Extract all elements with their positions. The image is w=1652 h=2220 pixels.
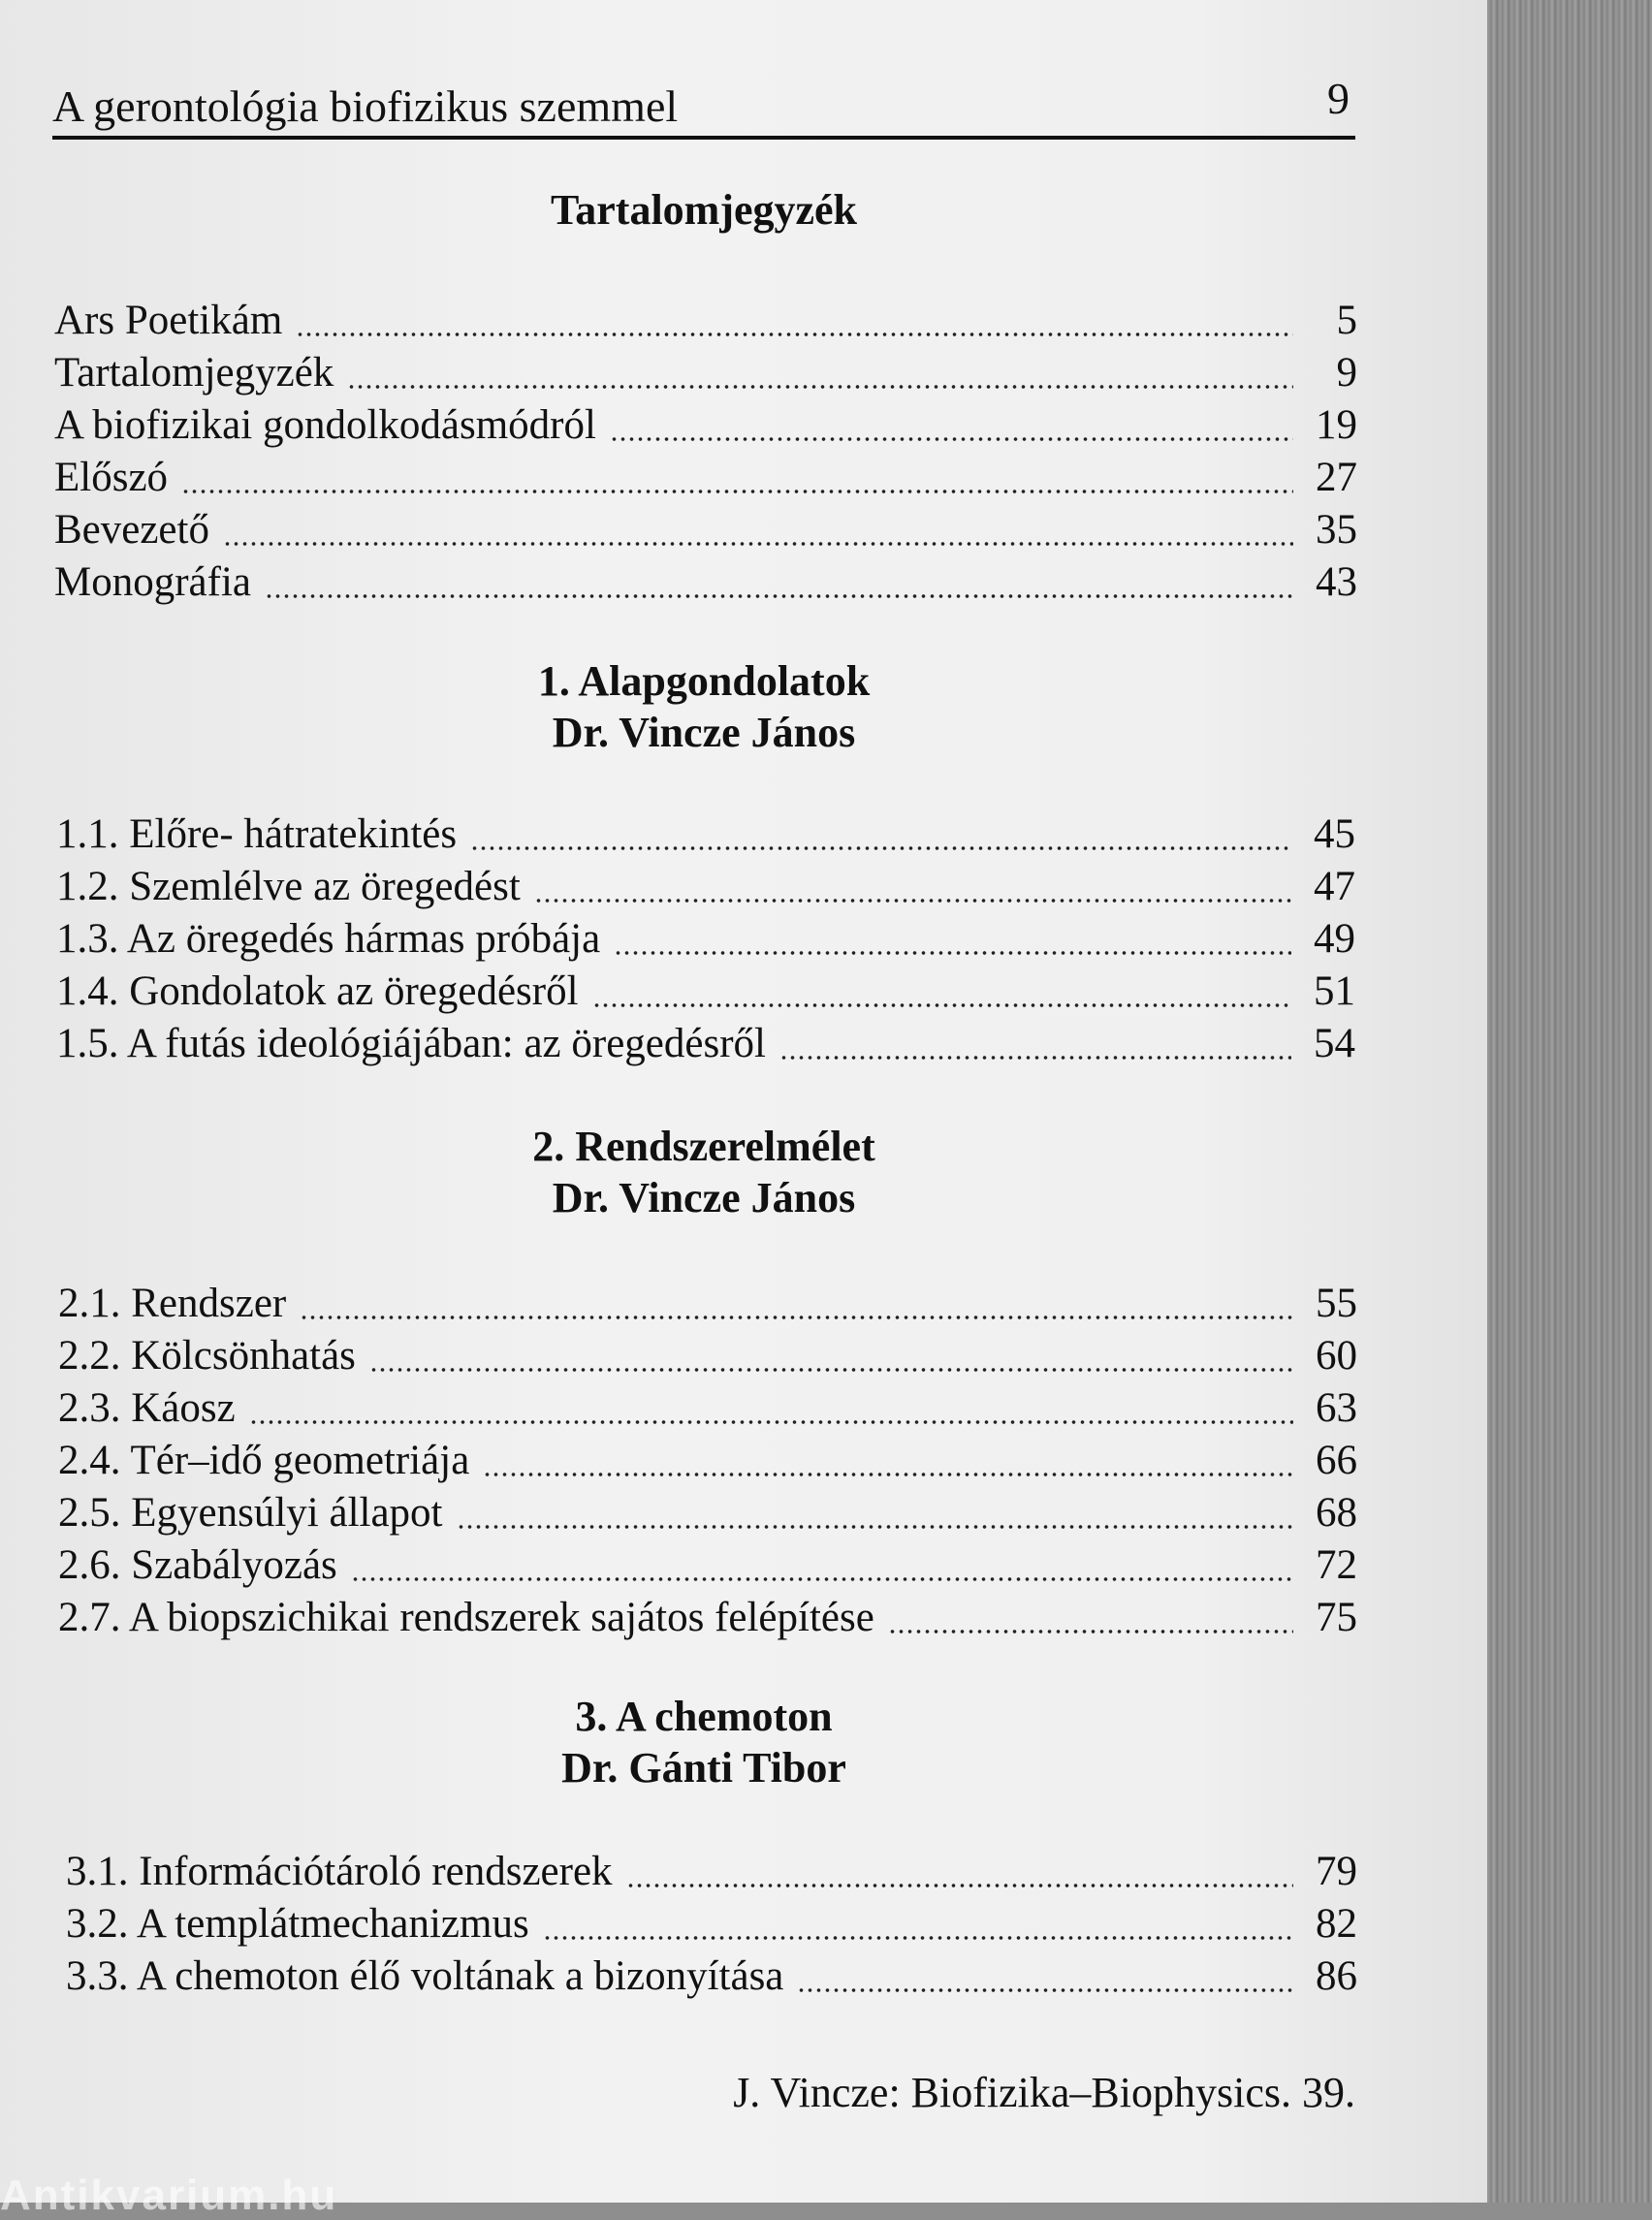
- entry-label: 1.2. Szemlélve az öregedést: [56, 864, 521, 909]
- chapter-3-entries: [66, 1846, 1357, 2003]
- entry-label: Monográfia: [54, 559, 251, 605]
- site-watermark: Antikvarium.hu: [0, 2172, 338, 2219]
- chapter-1-entries: [56, 809, 1355, 1070]
- toc-entry[interactable]: [56, 809, 1355, 861]
- toc-entry[interactable]: [58, 1539, 1357, 1592]
- entry-label: 2.7. A biopszichikai rendszerek sajátos felépítése: [58, 1595, 874, 1640]
- chapter-3-title: 3. A chemoton: [575, 1693, 833, 1740]
- leader-dots: [470, 845, 1291, 851]
- page-number: 9: [1327, 74, 1350, 123]
- entry-page: 45: [1314, 811, 1355, 857]
- toc-entry[interactable]: [54, 556, 1357, 609]
- entry-label: 2.3. Káosz: [58, 1385, 236, 1431]
- entry-label: Előszó: [54, 455, 169, 500]
- entry-label: Bevezető: [54, 507, 209, 553]
- toc-entry[interactable]: [58, 1382, 1357, 1435]
- leader-dots: [592, 1002, 1291, 1008]
- toc-entry[interactable]: [56, 1018, 1355, 1070]
- entry-label: 2.4. Tér–idő geometriája: [58, 1438, 470, 1483]
- leader-dots: [181, 489, 1293, 494]
- toc-entry[interactable]: [58, 1487, 1357, 1539]
- entry-label: 2.6. Szabályozás: [58, 1542, 337, 1588]
- entry-label: 1.4. Gondolatok az öregedésről: [56, 968, 579, 1014]
- toc-entry[interactable]: [54, 347, 1357, 399]
- entry-label: 2.5. Egyensúlyi állapot: [58, 1490, 443, 1536]
- leader-dots: [369, 1367, 1293, 1373]
- entry-page: 63: [1316, 1385, 1357, 1431]
- page-header: [52, 64, 1355, 140]
- entry-label: 1.1. Előre- hátratekintés: [56, 811, 458, 857]
- chapter-2-author: Dr. Vincze János: [552, 1174, 856, 1221]
- entry-label: 3.1. Információtároló rendszerek: [66, 1849, 613, 1894]
- chapter-2-title: 2. Rendszerelmélet: [532, 1123, 875, 1170]
- toc-entry[interactable]: [54, 452, 1357, 504]
- toc-entry[interactable]: [56, 913, 1355, 966]
- toc-entry[interactable]: [56, 861, 1355, 913]
- entry-label: 3.3. A chemoton élő voltának a bizonyítása: [66, 1953, 784, 1999]
- entry-page: 79: [1316, 1849, 1357, 1894]
- toc-entry[interactable]: [66, 1846, 1357, 1898]
- leader-dots: [249, 1419, 1293, 1425]
- entry-page: 54: [1314, 1021, 1355, 1066]
- entry-page: 51: [1314, 968, 1355, 1014]
- entry-label: Ars Poetikám: [54, 298, 283, 343]
- leader-dots: [347, 384, 1293, 390]
- leader-dots: [265, 593, 1293, 599]
- entry-page: 9: [1336, 350, 1357, 396]
- entry-page: 68: [1316, 1490, 1357, 1536]
- chapter-2-entries: [58, 1278, 1357, 1644]
- toc-entry[interactable]: [54, 399, 1357, 452]
- entry-label: 1.3. Az öregedés hármas próbája: [56, 916, 601, 962]
- entry-page: 60: [1316, 1333, 1357, 1379]
- entry-page: 47: [1314, 864, 1355, 909]
- series-citation: J. Vincze: Biofizika–Biophysics. 39.: [733, 2069, 1355, 2116]
- leader-dots: [614, 950, 1291, 956]
- leader-dots: [610, 436, 1293, 442]
- toc-entry[interactable]: [66, 1898, 1357, 1950]
- toc-entry[interactable]: [54, 504, 1357, 556]
- entry-label: 2.2. Kölcsönhatás: [58, 1333, 356, 1379]
- leader-dots: [457, 1524, 1294, 1530]
- leader-dots: [223, 541, 1293, 547]
- leader-dots: [534, 898, 1291, 904]
- entry-label: 1.5. A futás ideológiájában: az öregedésről: [56, 1021, 766, 1066]
- leader-dots: [351, 1576, 1293, 1582]
- entry-page: 72: [1316, 1542, 1357, 1588]
- background-surface: [1474, 0, 1652, 2203]
- toc-entry[interactable]: [66, 1950, 1357, 2003]
- entry-page: 75: [1316, 1595, 1357, 1640]
- entry-label: 3.2. A templátmechanizmus: [66, 1901, 529, 1947]
- entry-page: 19: [1316, 402, 1357, 448]
- entry-page: 35: [1316, 507, 1357, 553]
- chapter-3-author: Dr. Gánti Tibor: [561, 1744, 846, 1792]
- entry-page: 5: [1336, 298, 1357, 343]
- entry-page: 82: [1316, 1901, 1357, 1947]
- leader-dots: [779, 1055, 1291, 1061]
- leader-dots: [483, 1472, 1293, 1477]
- front-matter-list: [54, 295, 1357, 609]
- leader-dots: [626, 1883, 1293, 1888]
- running-title: A gerontológia biofizikus szemmel: [52, 81, 679, 131]
- toc-entry[interactable]: [56, 966, 1355, 1018]
- entry-label: A biofizikai gondolkodásmódról: [54, 402, 596, 448]
- entry-page: 43: [1316, 559, 1357, 605]
- chapter-1-author: Dr. Vincze János: [552, 709, 856, 756]
- leader-dots: [888, 1629, 1293, 1634]
- entry-label: 2.1. Rendszer: [58, 1281, 287, 1326]
- toc-entry[interactable]: [58, 1435, 1357, 1487]
- entry-label: Tartalomjegyzék: [54, 350, 334, 396]
- entry-page: 86: [1316, 1953, 1357, 1999]
- entry-page: 66: [1316, 1438, 1357, 1483]
- chapter-1-title: 1. Alapgondolatok: [537, 657, 871, 705]
- toc-entry[interactable]: [58, 1330, 1357, 1382]
- leader-dots: [543, 1935, 1293, 1941]
- leader-dots: [296, 332, 1293, 337]
- entry-page: 49: [1314, 916, 1355, 962]
- toc-entry[interactable]: [58, 1592, 1357, 1644]
- toc-title: Tartalomjegyzék: [550, 186, 858, 234]
- entry-page: 55: [1316, 1281, 1357, 1326]
- leader-dots: [797, 1987, 1293, 1993]
- leader-dots: [300, 1315, 1293, 1320]
- toc-entry[interactable]: [54, 295, 1357, 347]
- toc-entry[interactable]: [58, 1278, 1357, 1330]
- entry-page: 27: [1316, 455, 1357, 500]
